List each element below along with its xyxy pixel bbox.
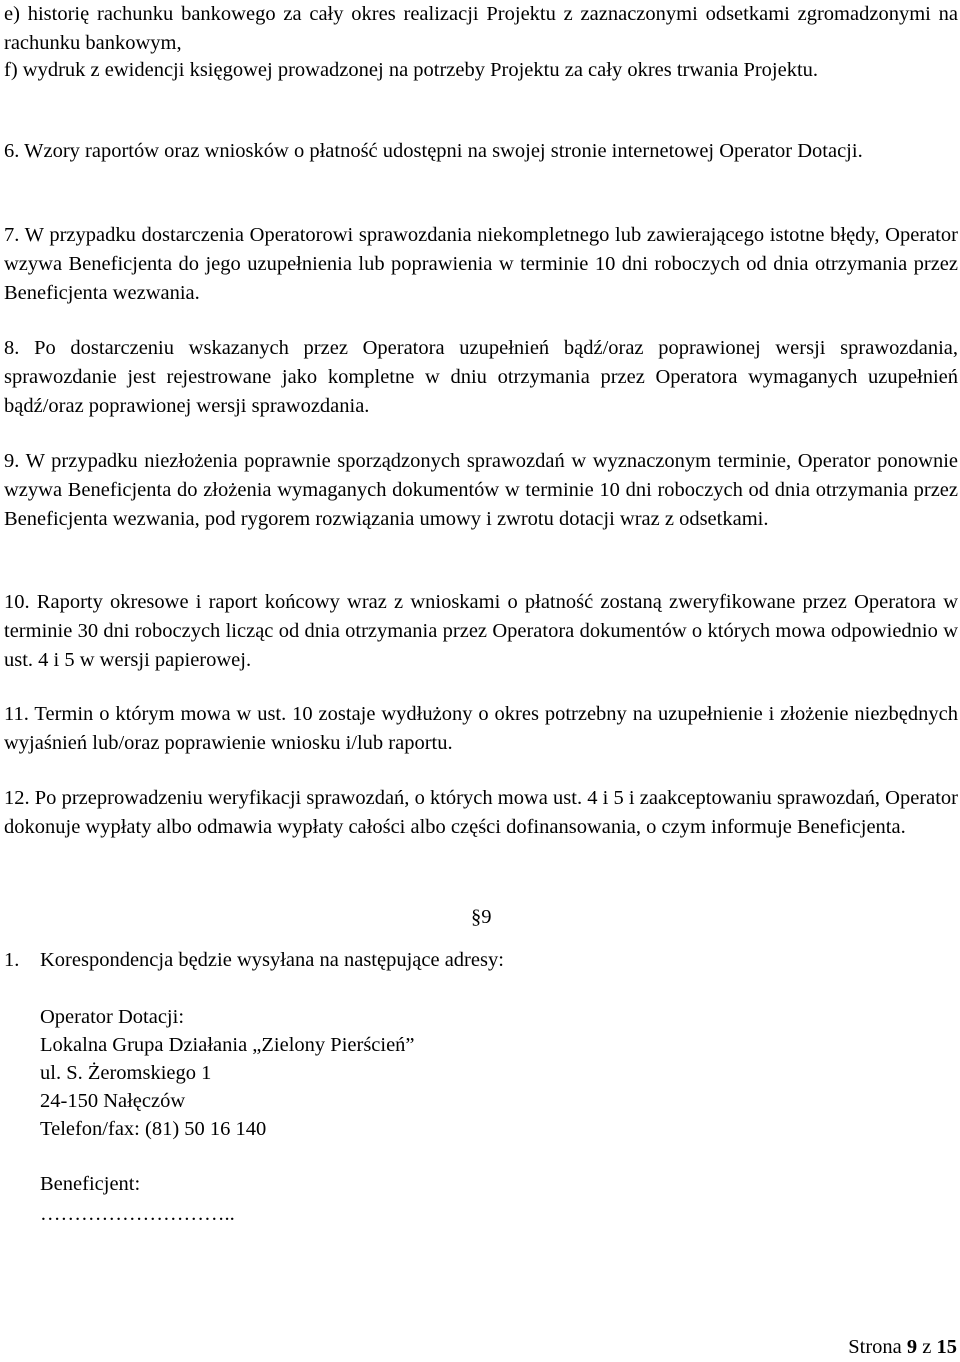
footer-page-total: 15 (936, 1336, 957, 1358)
section-heading: §9 (471, 906, 492, 928)
footer-page-number: 9 (906, 1336, 918, 1358)
paragraph-11: 11. Termin o którym mowa w ust. 10 zostaje wydłużony o okres potrzebny na uzupełnienie i złożenie niezbędnych wyjaśnień lub/oraz poprawienie wniosku i/lub raportu. (4, 703, 958, 754)
paragraph-9: 9. W przypadku niezłożenia poprawnie sporządzonych sprawozdań w wyznaczonym terminie, Operator ponownie wzywa Beneficjenta do złożenia wymaganych dokumentów w terminie 10 dni roboczych od dnia otrzymania przez Beneficjenta wezwania, pod rygorem rozwiązania umowy i zwrotu dotacji wraz z odsetkami. (4, 450, 958, 530)
beneficiary-label: Beneficjent: (40, 1173, 141, 1195)
operator-street: ul. S. Żeromskiego 1 (40, 1062, 212, 1084)
footer-mid: z (917, 1336, 937, 1358)
operator-org: Lokalna Grupa Działania „Zielony Pierścień” (40, 1034, 415, 1056)
paragraph-7: 7. W przypadku dostarczenia Operatorowi sprawozdania niekompletnego lub zawierającego istotne błędy, Operator wzywa Beneficjenta do jego uzupełnienia lub poprawienia w terminie 10 dni roboczych od dnia otrzymania przez Beneficjenta wezwania. (4, 224, 958, 304)
paragraph-f: f) wydruk z ewidencji księgowej prowadzonej na potrzeby Projektu za cały okres trwania Projektu. (4, 59, 819, 81)
operator-city: 24-150 Nałęczów (40, 1090, 186, 1112)
paragraph-12: 12. Po przeprowadzeniu weryfikacji sprawozdań, o których mowa ust. 4 i 5 i zaakceptowaniu sprawozdań, Operator dokonuje wypłaty albo odmawia wypłaty całości albo części dofinansowania, o czym informuje Beneficjenta. (4, 787, 958, 838)
list-item-number: 1. (4, 949, 20, 971)
paragraph-10: 10. Raporty okresowe i raport końcowy wraz z wnioskami o płatność zostaną zweryfikowane przez Operatora w terminie 30 dni roboczych licząc od dnia otrzymania przez Operatora dokumentów o których mowa odpowiednio w ust. 4 i 5 w wersji papierowej. (4, 591, 958, 671)
list-item-text: Korespondencja będzie wysyłana na następujące adresy: (40, 949, 504, 971)
footer-prefix: Strona (848, 1336, 907, 1358)
beneficiary-value: ……………………….. (40, 1203, 235, 1225)
paragraph-e: e) historię rachunku bankowego za cały okres realizacji Projektu z zaznaczonymi odsetkami zgromadzonymi na rachunku bankowym, (4, 3, 958, 54)
paragraph-6: 6. Wzory raportów oraz wniosków o płatność udostępni na swojej stronie internetowej Operator Dotacji. (4, 140, 863, 162)
list-item-1 (4, 946, 504, 975)
operator-phone: Telefon/fax: (81) 50 16 140 (40, 1118, 267, 1140)
paragraph-8: 8. Po dostarczeniu wskazanych przez Operatora uzupełnień bądź/oraz poprawionej wersji sprawozdania, sprawozdanie jest rejestrowane jako kompletne w dniu otrzymania przez Operatora wymaganych uzupełnień bądź/oraz poprawionej wersji sprawozdania. (4, 337, 958, 417)
operator-label: Operator Dotacji: (40, 1006, 185, 1028)
